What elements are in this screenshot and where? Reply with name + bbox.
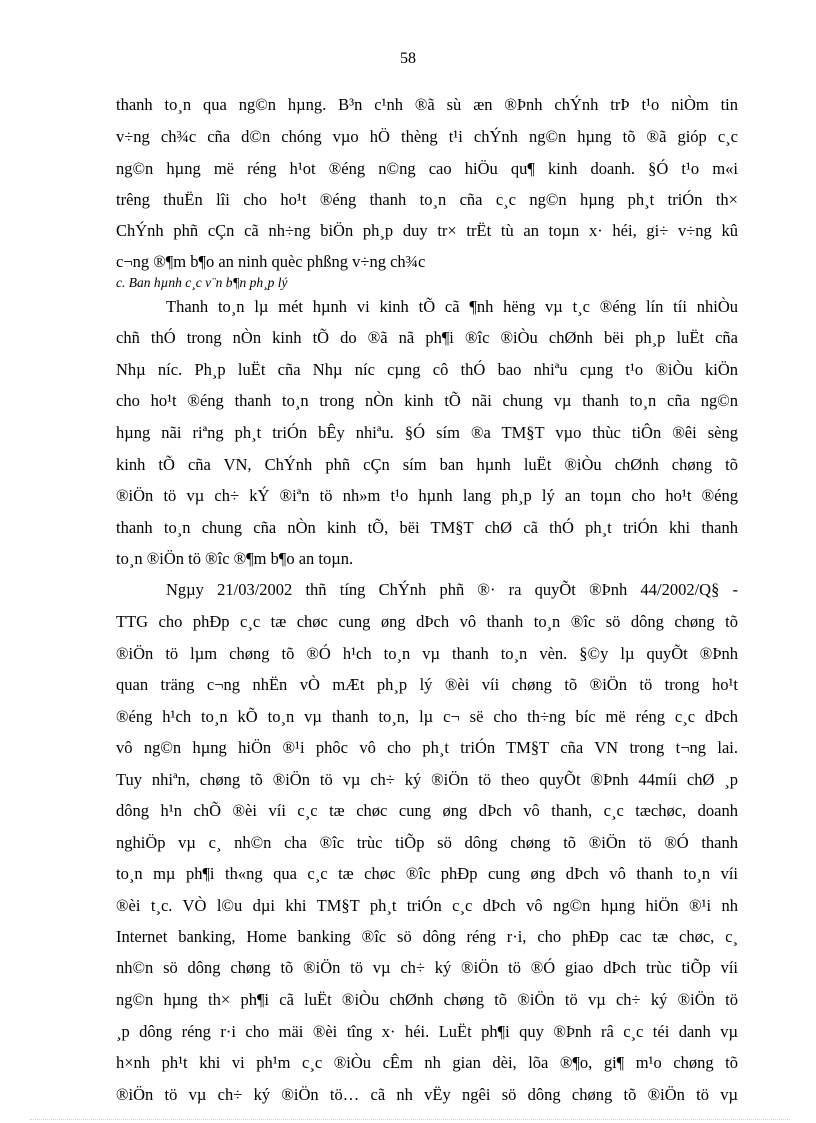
text-line: ng©n hµng më réng h¹ot ®éng n©ng cao hiÖu qu¶ kinh doanh. §Ó t¹o m«i: [116, 159, 738, 178]
page-bottom-border: [30, 1119, 790, 1120]
text-line: h×nh ph¹t khi vi ph¹m c¸c ®iÒu cÊm nh gian dèi, lõa ®¶o, gi¶ m¹o chøng tõ: [116, 1053, 738, 1072]
text-line: to¸n ®iÖn tö ®îc ®¶m b¶o an toµn.: [116, 549, 354, 568]
text-line: vô ng©n hµng hiÖn ®¹i phôc vô cho ph¸t triÓn TM§T cña VN trong t¬ng lai.: [116, 738, 738, 757]
text-line: ChÝnh phñ cÇn cã nh÷ng biÖn ph¸p duy tr× trËt tù an toµn x· héi, gi÷ v÷ng kû: [116, 221, 738, 240]
text-line: quan träng c¬ng nhËn vÒ mÆt ph¸p lý ®èi víi chøng tõ ®iÖn tö trong ho¹t: [116, 675, 738, 694]
paragraph-first-line: Ngµy 21/03/2002 thñ tíng ChÝnh phñ ®· ra quyÕt ®Þnh 44/2002/Q§ -: [166, 580, 738, 599]
text-line: ®éng h¹ch to¸n kÕ to¸n vµ thanh to¸n, lµ c¬ së cho th÷ng bíc më réng c¸c dÞch: [116, 707, 738, 726]
text-line: c¬ng ®¶m b¶o an ninh quèc phßng v÷ng ch¾c: [116, 252, 426, 271]
text-line: TTG cho phÐp c¸c tæ chøc cung øng dÞch vô thanh to¸n ®îc sö dông chøng tõ: [116, 612, 738, 631]
text-line: v÷ng ch¾c cña d©n chóng vµo hÖ thèng t¹i chÝnh ng©n hµng tõ ®ã gióp c¸c: [116, 127, 738, 146]
text-line: thanh to¸n qua ng©n hµng. B³n c¹nh ®ã sù æn ®Þnh chÝnh trÞ t¹o niÒm tin: [116, 95, 738, 114]
page-number: 58: [400, 50, 416, 67]
text-line: nghiÖp vµ c¸ nh©n cha ®îc trùc tiÕp sö dông chøng tõ ®iÖn tö ®Ó thanh: [116, 833, 738, 852]
text-line: trêng thuËn lîi cho ho¹t ®éng thanh to¸n cña c¸c ng©n hµng ph¸t triÓn th×: [116, 190, 738, 209]
text-line: kinh tÕ cña VN, ChÝnh phñ cÇn sím ban hµnh luËt ®iÒu chØnh chøng tõ: [116, 455, 738, 474]
text-line: ¸p dông réng r·i cho mäi ®èi tîng x· héi. LuËt ph¶i quy ®Þnh râ c¸c téi danh vµ: [116, 1022, 738, 1041]
text-line: Nhµ níc. Ph¸p luËt cña Nhµ níc cµng cô thÓ bao nhiªu cµng t¹o ®iÒu kiÖn: [116, 360, 738, 379]
text-line: ®iÖn tö vµ ch÷ ký ®iÖn tö… cã nh vËy ngêi sö dông chøng tõ ®iÖn tö vµ: [116, 1085, 738, 1104]
text-line: hµng nãi riªng ph¸t triÓn bÊy nhiªu. §Ó sím ®a TM§T vµo thùc tiÔn ®êi sèng: [116, 423, 738, 442]
text-line: ®iÖn tö lµm chøng tõ ®Ó h¹ch to¸n vµ thanh to¸n vèn. §©y lµ quyÕt ®Þnh: [116, 644, 738, 663]
text-line: cho ho¹t ®éng thanh to¸n trong nÒn kinh tÕ nãi chung vµ thanh to¸n cña ng©n: [116, 391, 738, 410]
text-line: Internet banking, Home banking ®îc sö dông réng r·i, cho phÐp cac tæ chøc, c¸: [116, 927, 738, 946]
text-line: chñ thÓ trong nÒn kinh tÕ do ®ã nã ph¶i ®îc ®iÒu chØnh bëi ph¸p luËt cña: [116, 328, 738, 347]
text-line: ®iÖn tö vµ ch÷ kÝ ®iªn tö nh»m t¹o hµnh lang ph¸p lý an toµn cho ho¹t ®éng: [116, 486, 738, 505]
text-line: thanh to¸n chung cña nÒn kinh tÕ, bëi TM§T chØ cã thÓ ph¸t triÓn khi thanh: [116, 518, 738, 537]
text-line: nh©n sö dông chøng tõ ®iÖn tö vµ ch÷ ký ®iÖn tö ®Ó giao dÞch trùc tiÕp víi: [116, 958, 738, 977]
text-line: ng©n hµng th× ph¶i cã luËt ®iÒu chØnh chøng tõ ®iÖn tö vµ ch÷ ký ®iÖn tö: [116, 990, 738, 1009]
paragraph-first-line: Thanh to¸n lµ mét hµnh vi kinh tÕ cã ¶nh hëng vµ t¸c ®éng lín tíi nhiÒu: [166, 297, 738, 316]
text-line: dông h¹n chÕ ®èi víi c¸c tæ chøc cung øng dÞch vô thanh, c¸c tæchøc, doanh: [116, 801, 738, 820]
section-heading: c. Ban hµnh c¸c v¨n b¶n ph¸p lý: [116, 275, 288, 290]
text-line: Tuy nhiªn, chøng tõ ®iÖn tö vµ ch÷ ký ®iÖn tö theo quyÕt ®Þnh 44míi chØ ¸p: [116, 770, 738, 789]
text-line: to¸n mµ ph¶i th«ng qua c¸c tæ chøc ®îc phÐp cung øng dÞch vô thanh to¸n víi: [116, 864, 738, 883]
text-line: ®èi t¸c. VÒ l©u dµi khi TM§T ph¸t triÓn c¸c dÞch vô ng©n hµng hiÖn ®¹i nh: [116, 896, 738, 915]
